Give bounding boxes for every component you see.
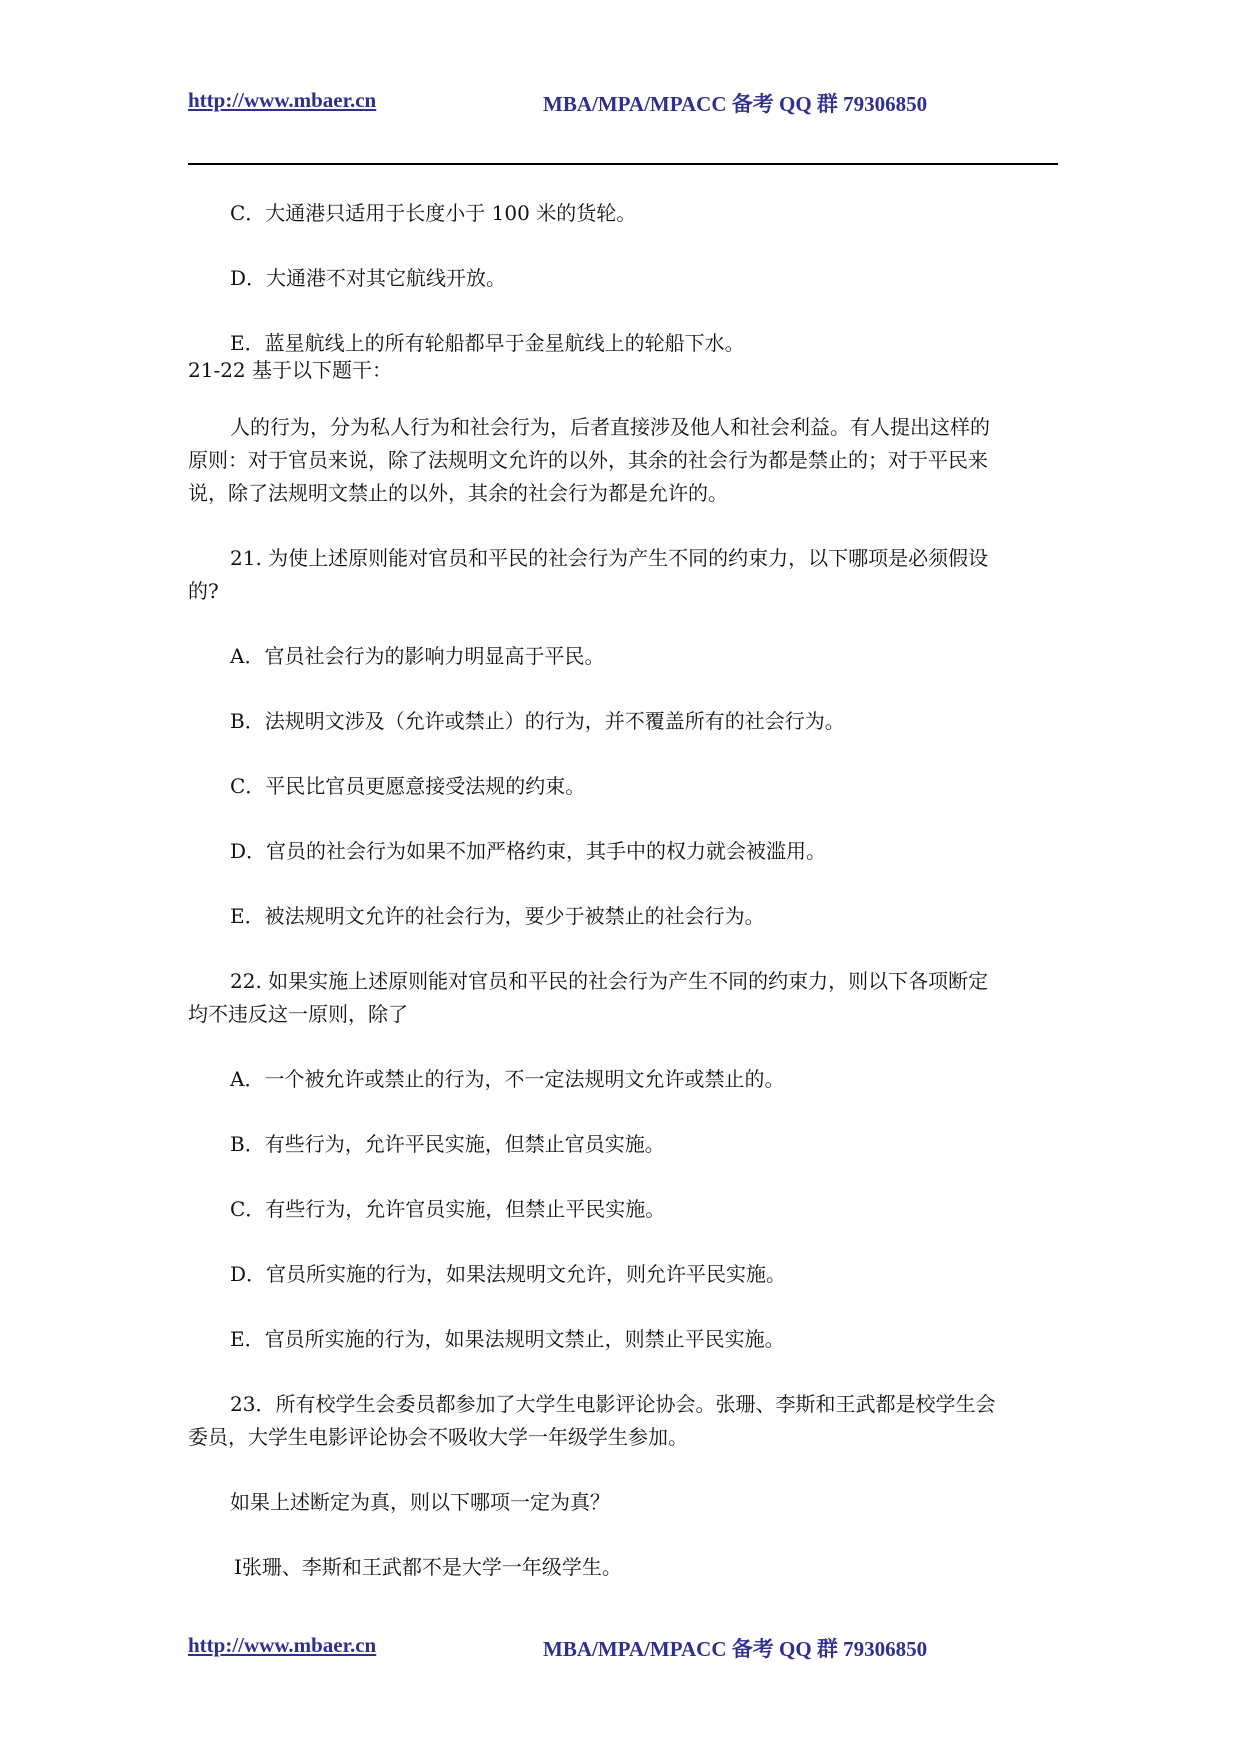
group-intro-21-22: 21-22 基于以下题干： [188,358,393,382]
q22-option-d: D．官员所实施的行为，如果法规明文允许，则允许平民实施。 [230,1262,787,1286]
document-body [188,197,1058,1584]
q22-option-e: E．官员所实施的行为，如果法规明文禁止，则禁止平民实施。 [230,1327,785,1351]
q21-option-b: B．法规明文涉及（允许或禁止）的行为，并不覆盖所有的社会行为。 [230,709,845,733]
passage-line: 原则：对于官员来说，除了法规明文允许的以外，其余的社会行为都是禁止的；对于平民来 [188,448,988,472]
footer-website-link[interactable]: http://www.mbaer.cn [188,1633,377,1657]
question-22 [188,965,1058,1031]
q21-option-a: A．官员社会行为的影响力明显高于平民。 [230,644,605,668]
passage-line: 说，除了法规明文禁止的以外，其余的社会行为都是允许的。 [188,481,728,505]
question-stem-line: 22. 如果实施上述原则能对官员和平民的社会行为产生不同的约束力，则以下各项断定 [230,969,989,993]
header-qq-group-text: MBA/MPA/MPACC 备考 QQ 群 79306850 [543,92,928,116]
option-e-prev: E．蓝星航线上的所有轮船都早于金星航线上的轮船下水。 [230,331,745,355]
question-stem-line: 的? [188,579,219,603]
footer-qq-group-text: MBA/MPA/MPACC 备考 QQ 群 79306850 [543,1637,928,1661]
question-stem-line: 均不违反这一原则，除了 [188,1002,408,1026]
question-21 [188,542,1058,608]
question-stem-line: 委员，大学生电影评论协会不吸收大学一年级学生参加。 [188,1425,688,1449]
passage-line: 人的行为，分为私人行为和社会行为，后者直接涉及他人和社会利益。有人提出这样的 [230,415,990,439]
question-stem-line: 21. 为使上述原则能对官员和平民的社会行为产生不同的约束力，以下哪项是必须假设 [230,546,989,570]
q22-option-a: A．一个被允许或禁止的行为，不一定法规明文允许或禁止的。 [230,1067,785,1091]
question-23 [188,1388,1058,1454]
q22-option-c: C．有些行为，允许官员实施，但禁止平民实施。 [230,1197,666,1221]
q23-statement-i: Ⅰ张珊、李斯和王武都不是大学一年级学生。 [234,1555,622,1579]
option-d-prev: D．大通港不对其它航线开放。 [230,266,507,290]
q22-option-b: B．有些行为，允许平民实施，但禁止官员实施。 [230,1132,665,1156]
question-stem-line: 23．所有校学生会委员都参加了大学生电影评论协会。张珊、李斯和王武都是校学生会 [230,1392,996,1416]
option-c-prev: C．大通港只适用于长度小于 100 米的货轮。 [230,201,637,225]
q21-option-e: E．被法规明文允许的社会行为，要少于被禁止的社会行为。 [230,904,765,928]
header-divider [188,163,1058,165]
passage [188,411,1058,510]
header-website-link[interactable]: http://www.mbaer.cn [188,88,377,112]
q23-prompt: 如果上述断定为真，则以下哪项一定为真？ [230,1490,610,1514]
page-header [188,88,1058,118]
q21-option-c: C．平民比官员更愿意接受法规的约束。 [230,774,586,798]
page-footer [188,1633,1058,1663]
q21-option-d: D．官员的社会行为如果不加严格约束，其手中的权力就会被滥用。 [230,839,827,863]
